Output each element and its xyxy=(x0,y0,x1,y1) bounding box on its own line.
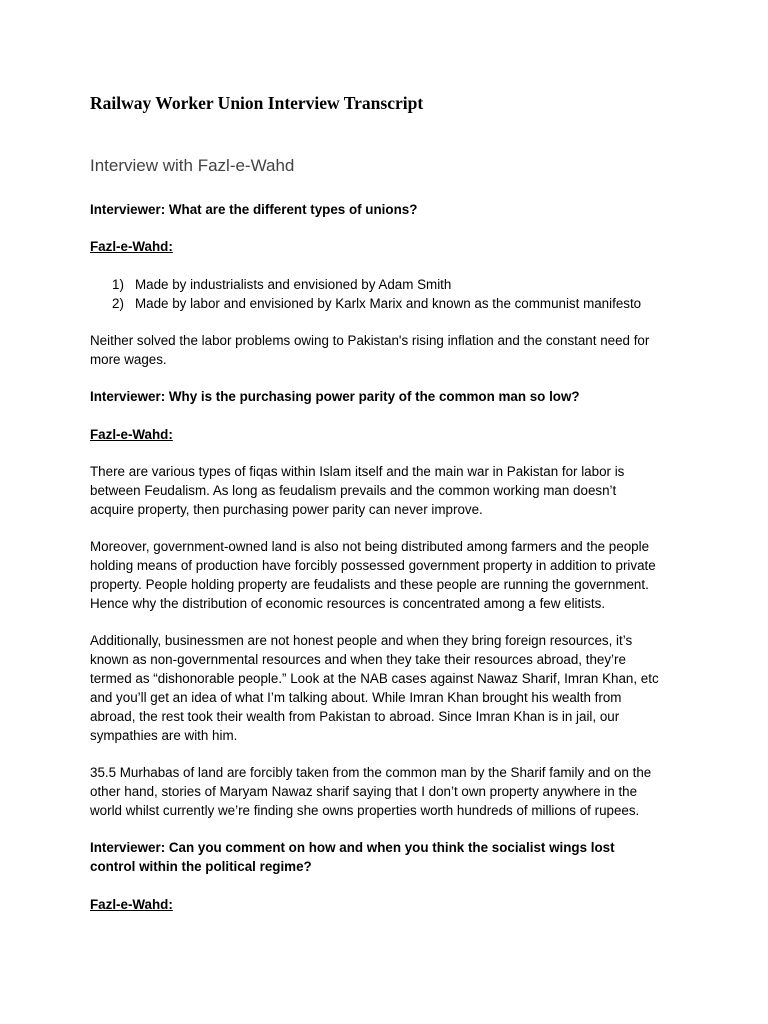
interviewer-question-2: Interviewer: Why is the purchasing power parity of the common man so low? xyxy=(90,389,580,404)
interviewer-question-3-line-1: Interviewer: Can you comment on how and when you think the socialist wings lost xyxy=(90,840,615,855)
list-number-2: 2) xyxy=(112,296,124,311)
paragraph-3-line-3: property. People holding property are feudalists and these people are running the government. xyxy=(90,577,649,592)
paragraph-4-line-2: known as non-governmental resources and when they take their resources abroad, they’re xyxy=(90,652,626,667)
paragraph-3-line-2: holding means of production have forcibly possessed government property in addition to private xyxy=(90,558,656,573)
paragraph-1-line-1: Neither solved the labor problems owing to Pakistan's rising inflation and the constant need for xyxy=(90,333,650,348)
speaker-label-1: Fazl-e-Wahd: xyxy=(90,239,173,254)
list-item-2: Made by labor and envisioned by Karlx Marix and known as the communist manifesto xyxy=(135,296,642,311)
paragraph-3-line-1: Moreover, government-owned land is also not being distributed among farmers and the people xyxy=(90,539,650,554)
list-item-1: Made by industrialists and envisioned by Adam Smith xyxy=(135,277,452,292)
paragraph-1-line-2: more wages. xyxy=(90,352,167,367)
section-heading: Interview with Fazl-e-Wahd xyxy=(90,156,295,175)
paragraph-2-line-2: between Feudalism. As long as feudalism prevails and the common working man doesn’t xyxy=(90,483,617,498)
paragraph-5-line-2: other hand, stories of Maryam Nawaz sharif saying that I don’t own property anywhere in the xyxy=(90,784,638,799)
paragraph-4-line-3: termed as “dishonorable people.” Look at the NAB cases against Nawaz Sharif, Imran Khan, etc xyxy=(90,671,659,686)
paragraph-5-line-3: world whilst currently we’re finding she owns properties worth hundreds of millions of rupees. xyxy=(90,803,640,818)
paragraph-2-line-3: acquire property, then purchasing power parity can never improve. xyxy=(90,502,483,517)
paragraph-4-line-4: and you’ll get an idea of what I’m talking about. While Imran Khan brought his wealth from xyxy=(90,690,622,705)
interviewer-question-3-line-2: control within the political regime? xyxy=(90,859,312,874)
paragraph-4-line-1: Additionally, businessmen are not honest people and when they bring foreign resources, it’s xyxy=(90,633,633,648)
paragraph-4-line-6: sympathies are with him. xyxy=(90,728,238,743)
paragraph-4-line-5: abroad, the rest took their wealth from Pakistan to abroad. Since Imran Khan is in jail, our xyxy=(90,709,620,724)
paragraph-2-line-1: There are various types of fiqas within Islam itself and the main war in Pakistan for labor is xyxy=(90,464,625,479)
speaker-label-3: Fazl-e-Wahd: xyxy=(90,897,173,912)
speaker-label-2: Fazl-e-Wahd: xyxy=(90,427,173,442)
list-number-1: 1) xyxy=(112,277,124,292)
document-title: Railway Worker Union Interview Transcript xyxy=(90,93,424,113)
paragraph-5-line-1: 35.5 Murhabas of land are forcibly taken from the common man by the Sharif family and on the xyxy=(90,765,652,780)
interviewer-question-1: Interviewer: What are the different types of unions? xyxy=(90,202,418,217)
paragraph-3-line-4: Hence why the distribution of economic resources is concentrated among a few elitists. xyxy=(90,596,606,611)
